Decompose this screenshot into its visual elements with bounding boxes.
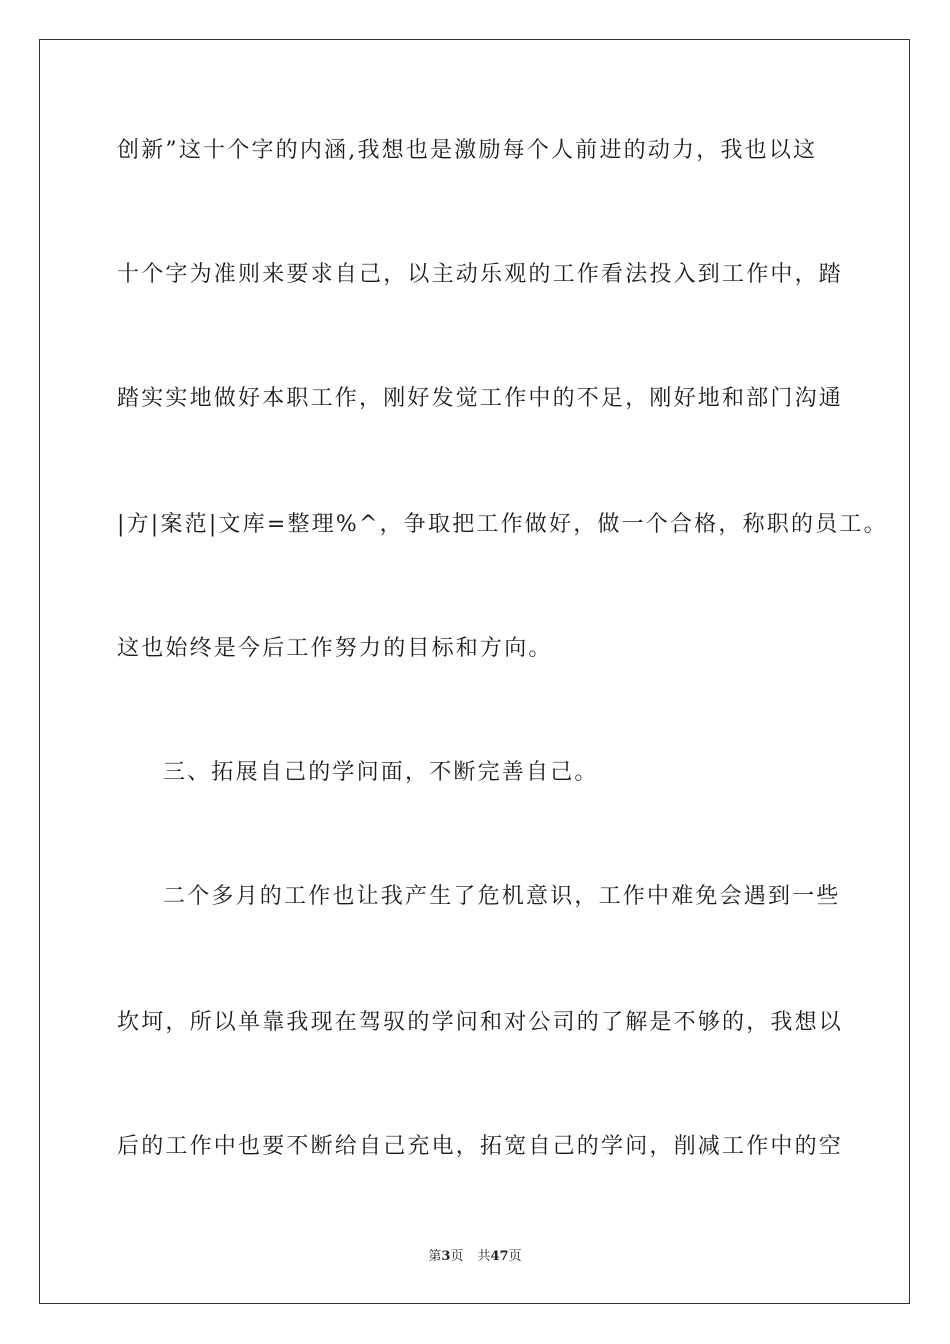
body-line-5: 这也始终是今后工作努力的目标和方向。	[117, 636, 553, 661]
body-line-2: 十个字为准则来要求自己，以主动乐观的工作看法投入到工作中，踏	[117, 262, 844, 287]
total-prefix: 共	[477, 1249, 491, 1264]
total-suffix: 页	[508, 1249, 522, 1264]
page-footer	[0, 1248, 950, 1266]
body-line-7: 二个多月的工作也让我产生了危机意识，工作中难免会遇到一些	[163, 884, 841, 909]
body-line-1: 创新”这十个字的内涵,我想也是激励每个人前进的动力，我也以这	[117, 138, 818, 163]
page-suffix: 页	[450, 1249, 464, 1264]
section-heading: 三、拓展自己的学问面，不断完善自己。	[163, 760, 599, 785]
total-pages: 47	[490, 1249, 509, 1264]
page-number: 3	[441, 1249, 451, 1264]
body-line-3: 踏实实地做好本职工作，刚好发觉工作中的不足，刚好地和部门沟通	[117, 386, 844, 411]
page-border	[39, 39, 910, 1304]
page-prefix: 第	[428, 1249, 442, 1264]
body-line-8: 坎坷，所以单靠我现在驾驭的学问和对公司的了解是不够的，我想以	[117, 1010, 844, 1035]
body-line-4: |方|案范|文库=整理%^，争取把工作做好，做一个合格，称职的员工。	[117, 512, 888, 537]
body-line-9: 后的工作中也要不断给自己充电，拓宽自己的学问，削减工作中的空	[117, 1134, 844, 1159]
